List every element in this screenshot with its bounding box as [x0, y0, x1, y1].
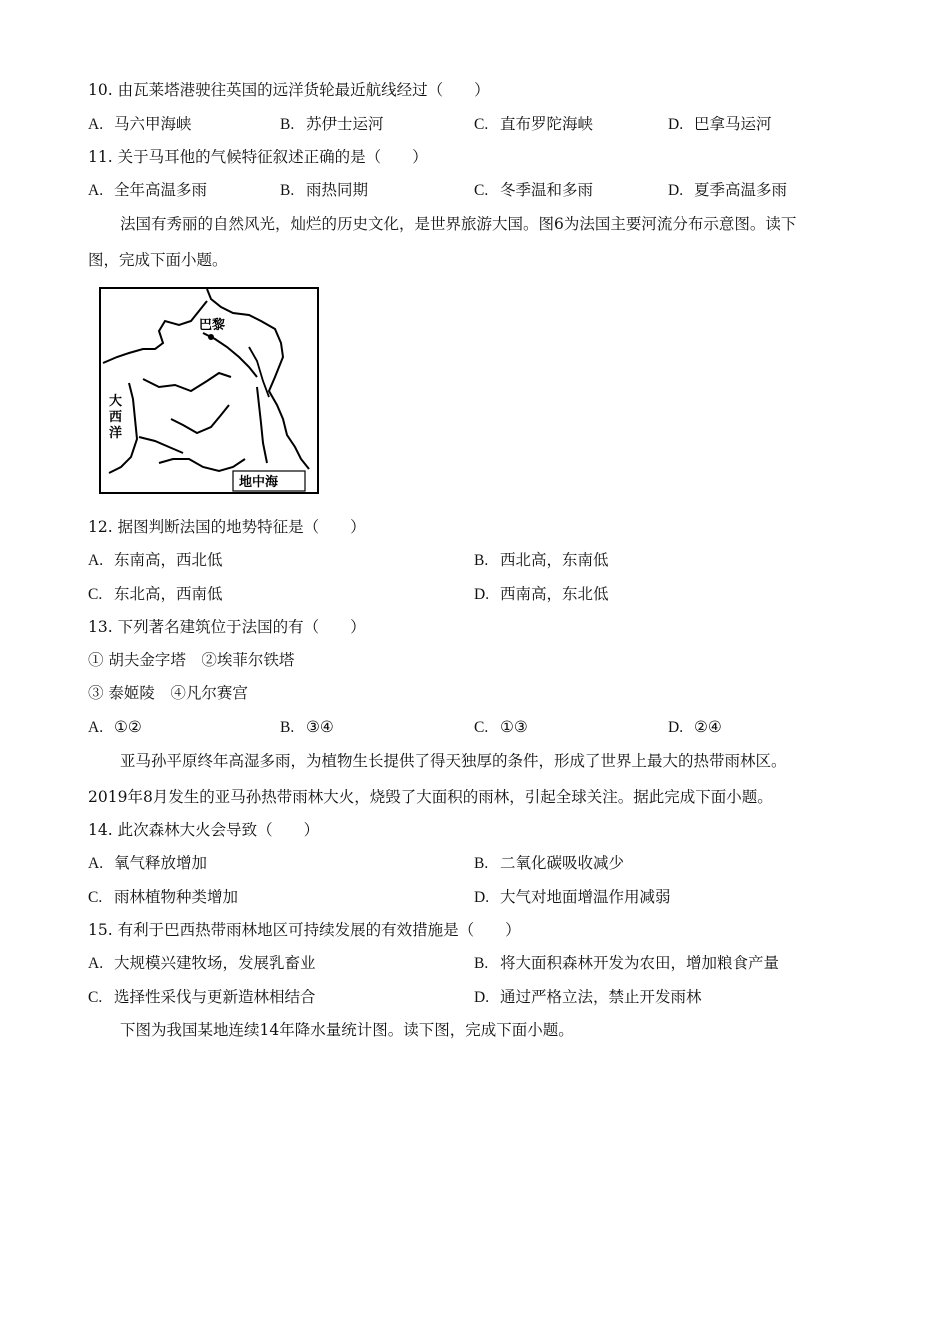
- map-label-atlantic-1: 大: [109, 394, 123, 409]
- q15-stem: 15. 有利于巴西热带雨林地区可持续发展的有效措施是（ ）: [88, 921, 521, 939]
- q12-option-d: D. 西南高，东北低: [474, 585, 609, 603]
- q13-option-a: A. ①②: [88, 718, 142, 736]
- france-river-map: [99, 287, 319, 494]
- france-passage-line1: 法国有秀丽的自然风光，灿烂的历史文化，是世界旅游大国。图6为法国主要河流分布示意图。读下: [120, 215, 797, 233]
- q11-stem: 11. 关于马耳他的气候特征叙述正确的是（ ）: [88, 148, 428, 166]
- q13-option-d: D. ②④: [668, 718, 722, 736]
- q10-stem: 10. 由瓦莱塔港驶往英国的远洋货轮最近航线经过（ ）: [88, 81, 490, 99]
- q10-option-b: B. 苏伊士运河: [280, 115, 384, 133]
- q14-option-c: C. 雨林植物种类增加: [88, 888, 239, 906]
- amazon-passage-line2: 2019年8月发生的亚马孙热带雨林大火，烧毁了大面积的雨林，引起全球关注。据此完成下面小题。: [88, 788, 773, 806]
- map-label-mediterranean: 地中海: [239, 475, 279, 490]
- q11-option-c: C. 冬季温和多雨: [474, 181, 594, 199]
- q10-option-d: D. 巴拿马运河: [668, 115, 772, 133]
- q10-option-c: C. 直布罗陀海峡: [474, 115, 594, 133]
- q14-stem: 14. 此次森林大火会导致（ ）: [88, 821, 320, 839]
- q14-option-b: B. 二氧化碳吸收减少: [474, 854, 625, 872]
- q13-option-b: B. ③④: [280, 718, 334, 736]
- map-label-atlantic-2: 西: [109, 410, 123, 425]
- q12-option-b: B. 西北高，东南低: [474, 551, 609, 569]
- q15-option-c: C. 选择性采伐与更新造林相结合: [88, 988, 316, 1006]
- q15-option-a: A. 大规模兴建牧场，发展乳畜业: [88, 954, 316, 972]
- q11-option-a: A. 全年高温多雨: [88, 181, 208, 199]
- q12-option-c: C. 东北高，西南低: [88, 585, 223, 603]
- q13-stem: 13. 下列著名建筑位于法国的有（ ）: [88, 618, 366, 636]
- map-label-paris: 巴黎: [199, 318, 226, 333]
- amazon-passage-line1: 亚马孙平原终年高湿多雨，为植物生长提供了得天独厚的条件，形成了世界上最大的热带雨林区。: [120, 752, 787, 770]
- q15-option-d: D. 通过严格立法，禁止开发雨林: [474, 988, 702, 1006]
- q13-option-c: C. ①③: [474, 718, 528, 736]
- q15-option-b: B. 将大面积森林开发为农田，增加粮食产量: [474, 954, 780, 972]
- q14-option-d: D. 大气对地面增温作用减弱: [474, 888, 671, 906]
- rainfall-passage-line1: 下图为我国某地连续14年降水量统计图。读下图，完成下面小题。: [120, 1021, 574, 1039]
- q12-option-a: A. 东南高，西北低: [88, 551, 223, 569]
- map-label-atlantic-3: 洋: [109, 426, 123, 441]
- q13-items-line1: ① 胡夫金字塔 ②埃菲尔铁塔: [88, 651, 295, 669]
- q10-option-a: A. 马六甲海峡: [88, 115, 192, 133]
- q12-stem: 12. 据图判断法国的地势特征是（ ）: [88, 518, 366, 536]
- q11-option-b: B. 雨热同期: [280, 181, 369, 199]
- france-passage-line2: 图，完成下面小题。: [88, 251, 228, 269]
- q13-items-line2: ③ 泰姬陵 ④凡尔赛宫: [88, 684, 248, 702]
- q14-option-a: A. 氧气释放增加: [88, 854, 208, 872]
- q11-option-d: D. 夏季高温多雨: [668, 181, 788, 199]
